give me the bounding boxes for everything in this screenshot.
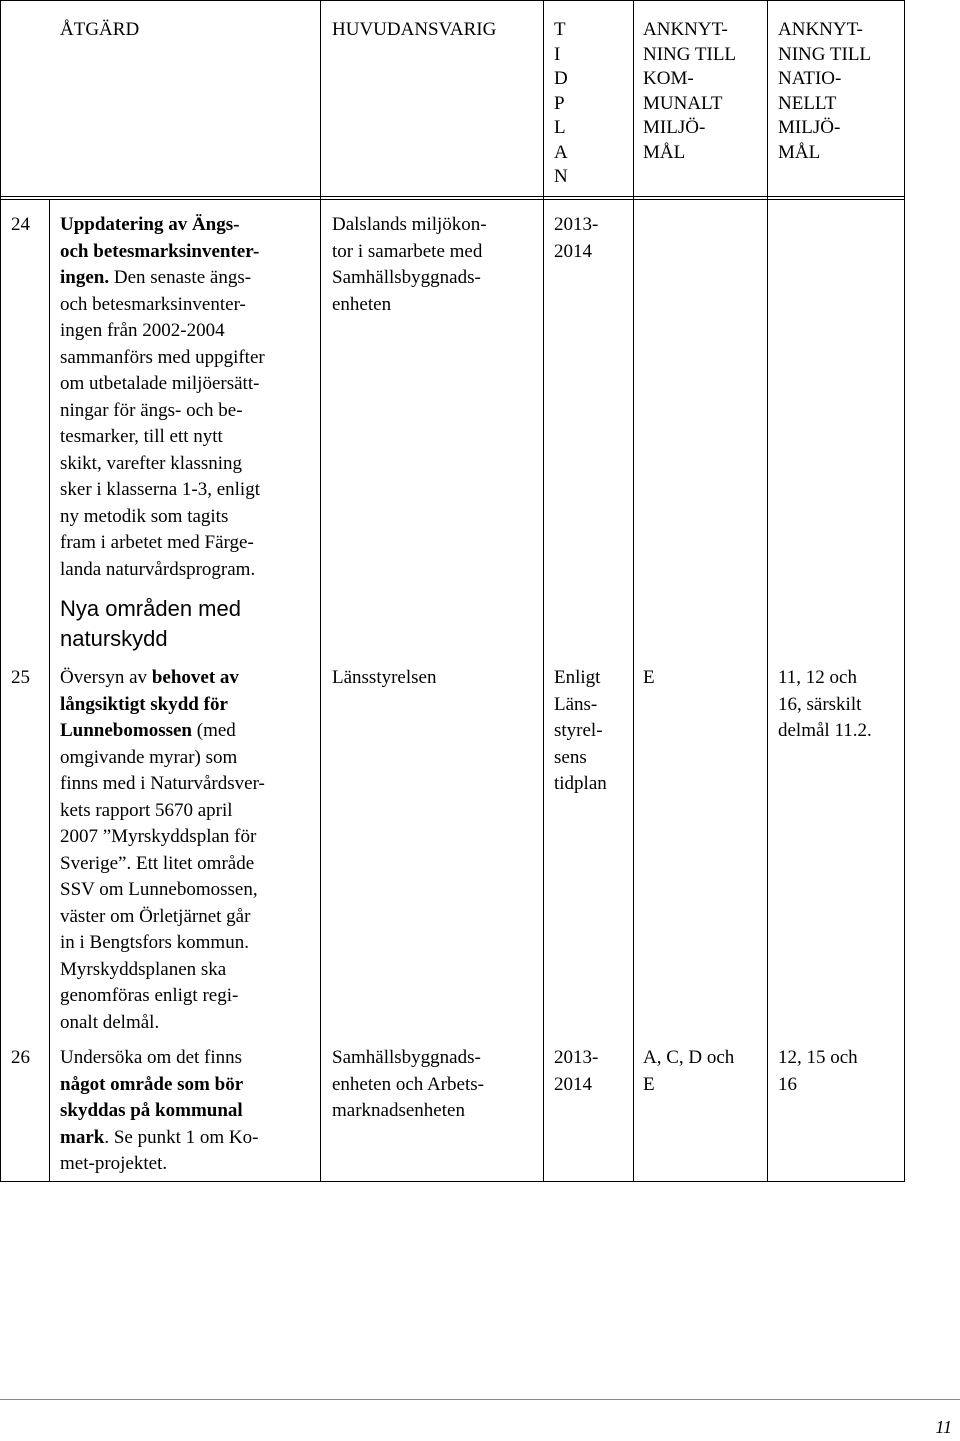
row-25-action: Översyn av behovet av långsiktigt skydd för Lunnebomossen (med omgivande myrar) som finns med i Naturvårdsver- kets rapport 5670 april 2007 ”Myrskyddsplan för Sverige”. Ett litet område SSV om Lunnebomossen, väster om Örletjärnet går in i Bengtsfors kommun. Myrskyddsplanen ska genomföras enligt regi- onalt delmål.: [60, 667, 265, 1033]
row-24-action: Uppdatering av Ängs- och betesmarksinventer- ingen. Den senaste ängs- och betesmarksinventer- ingen från 2002-2004 sammanförs med uppgifter om utbetalade miljöersätt- ningar för ängs- och be- tesmarker, till ett nytt skikt, varefter klassning sker i klasserna 1-3, enligt ny metodik som tagits fram i arbetet med Färge- landa naturvårdsprogram.: [60, 214, 265, 580]
col-divider-action: [320, 0, 321, 1182]
table-top-border: [0, 0, 905, 1]
header-kommunalt-miljomal: ANKNYT- NING TILL KOM- MUNALT MILJÖ- MÅL: [643, 19, 737, 163]
col-divider-responsible: [543, 0, 544, 1182]
row-26-action: Undersöka om det finns något område som bör skyddas på kommunal mark. Se punkt 1 om Ko- met-projektet.: [60, 1047, 259, 1174]
row-24-responsible: Dalslands miljökon- tor i samarbete med Samhällsbyggnads- enheten: [332, 214, 487, 315]
row-25-number: 25: [11, 667, 30, 688]
col-divider-timeline: [633, 0, 634, 1182]
row-26-municipal-goal: A, C, D och E: [643, 1047, 735, 1095]
header-tidplan: T I D P L A N: [554, 19, 568, 187]
row-25-timeline: Enligt Läns- styrel- sens tidplan: [554, 667, 607, 794]
section-heading-nya-omraden: Nya områden med naturskydd: [60, 596, 241, 651]
table-left-border: [0, 0, 1, 1182]
row-25-municipal-goal: E: [643, 667, 655, 688]
row-26-responsible: Samhällsbyggnads- enheten och Arbets- marknadsenheten: [332, 1047, 484, 1121]
header-nationellt-miljomal: ANKNYT- NING TILL NATIO- NELLT MILJÖ- MÅL: [778, 19, 872, 163]
page-number: 11: [935, 1417, 952, 1437]
footer-divider: [0, 1399, 960, 1400]
header-bottom-border-2: [0, 199, 905, 200]
header-huvudansvarig: HUVUDANSVARIG: [332, 19, 497, 40]
table-bottom-border: [0, 1181, 905, 1182]
row-25-responsible: Länsstyrelsen: [332, 667, 437, 688]
row-25-national-goal: 11, 12 och 16, särskilt delmål 11.2.: [778, 667, 872, 741]
col-divider-municipal: [767, 0, 768, 1182]
row-24-action-title: Uppdatering av Ängs-: [60, 214, 240, 235]
col-divider-number: [49, 200, 50, 1182]
row-24-number: 24: [11, 214, 30, 235]
table-right-border: [904, 0, 905, 1182]
header-atgard: ÅTGÄRD: [60, 19, 140, 40]
row-26-timeline: 2013- 2014: [554, 1047, 599, 1095]
header-bottom-border: [0, 196, 905, 197]
row-26-number: 26: [11, 1047, 30, 1068]
row-26-national-goal: 12, 15 och 16: [778, 1047, 858, 1095]
row-24-timeline: 2013- 2014: [554, 214, 599, 262]
